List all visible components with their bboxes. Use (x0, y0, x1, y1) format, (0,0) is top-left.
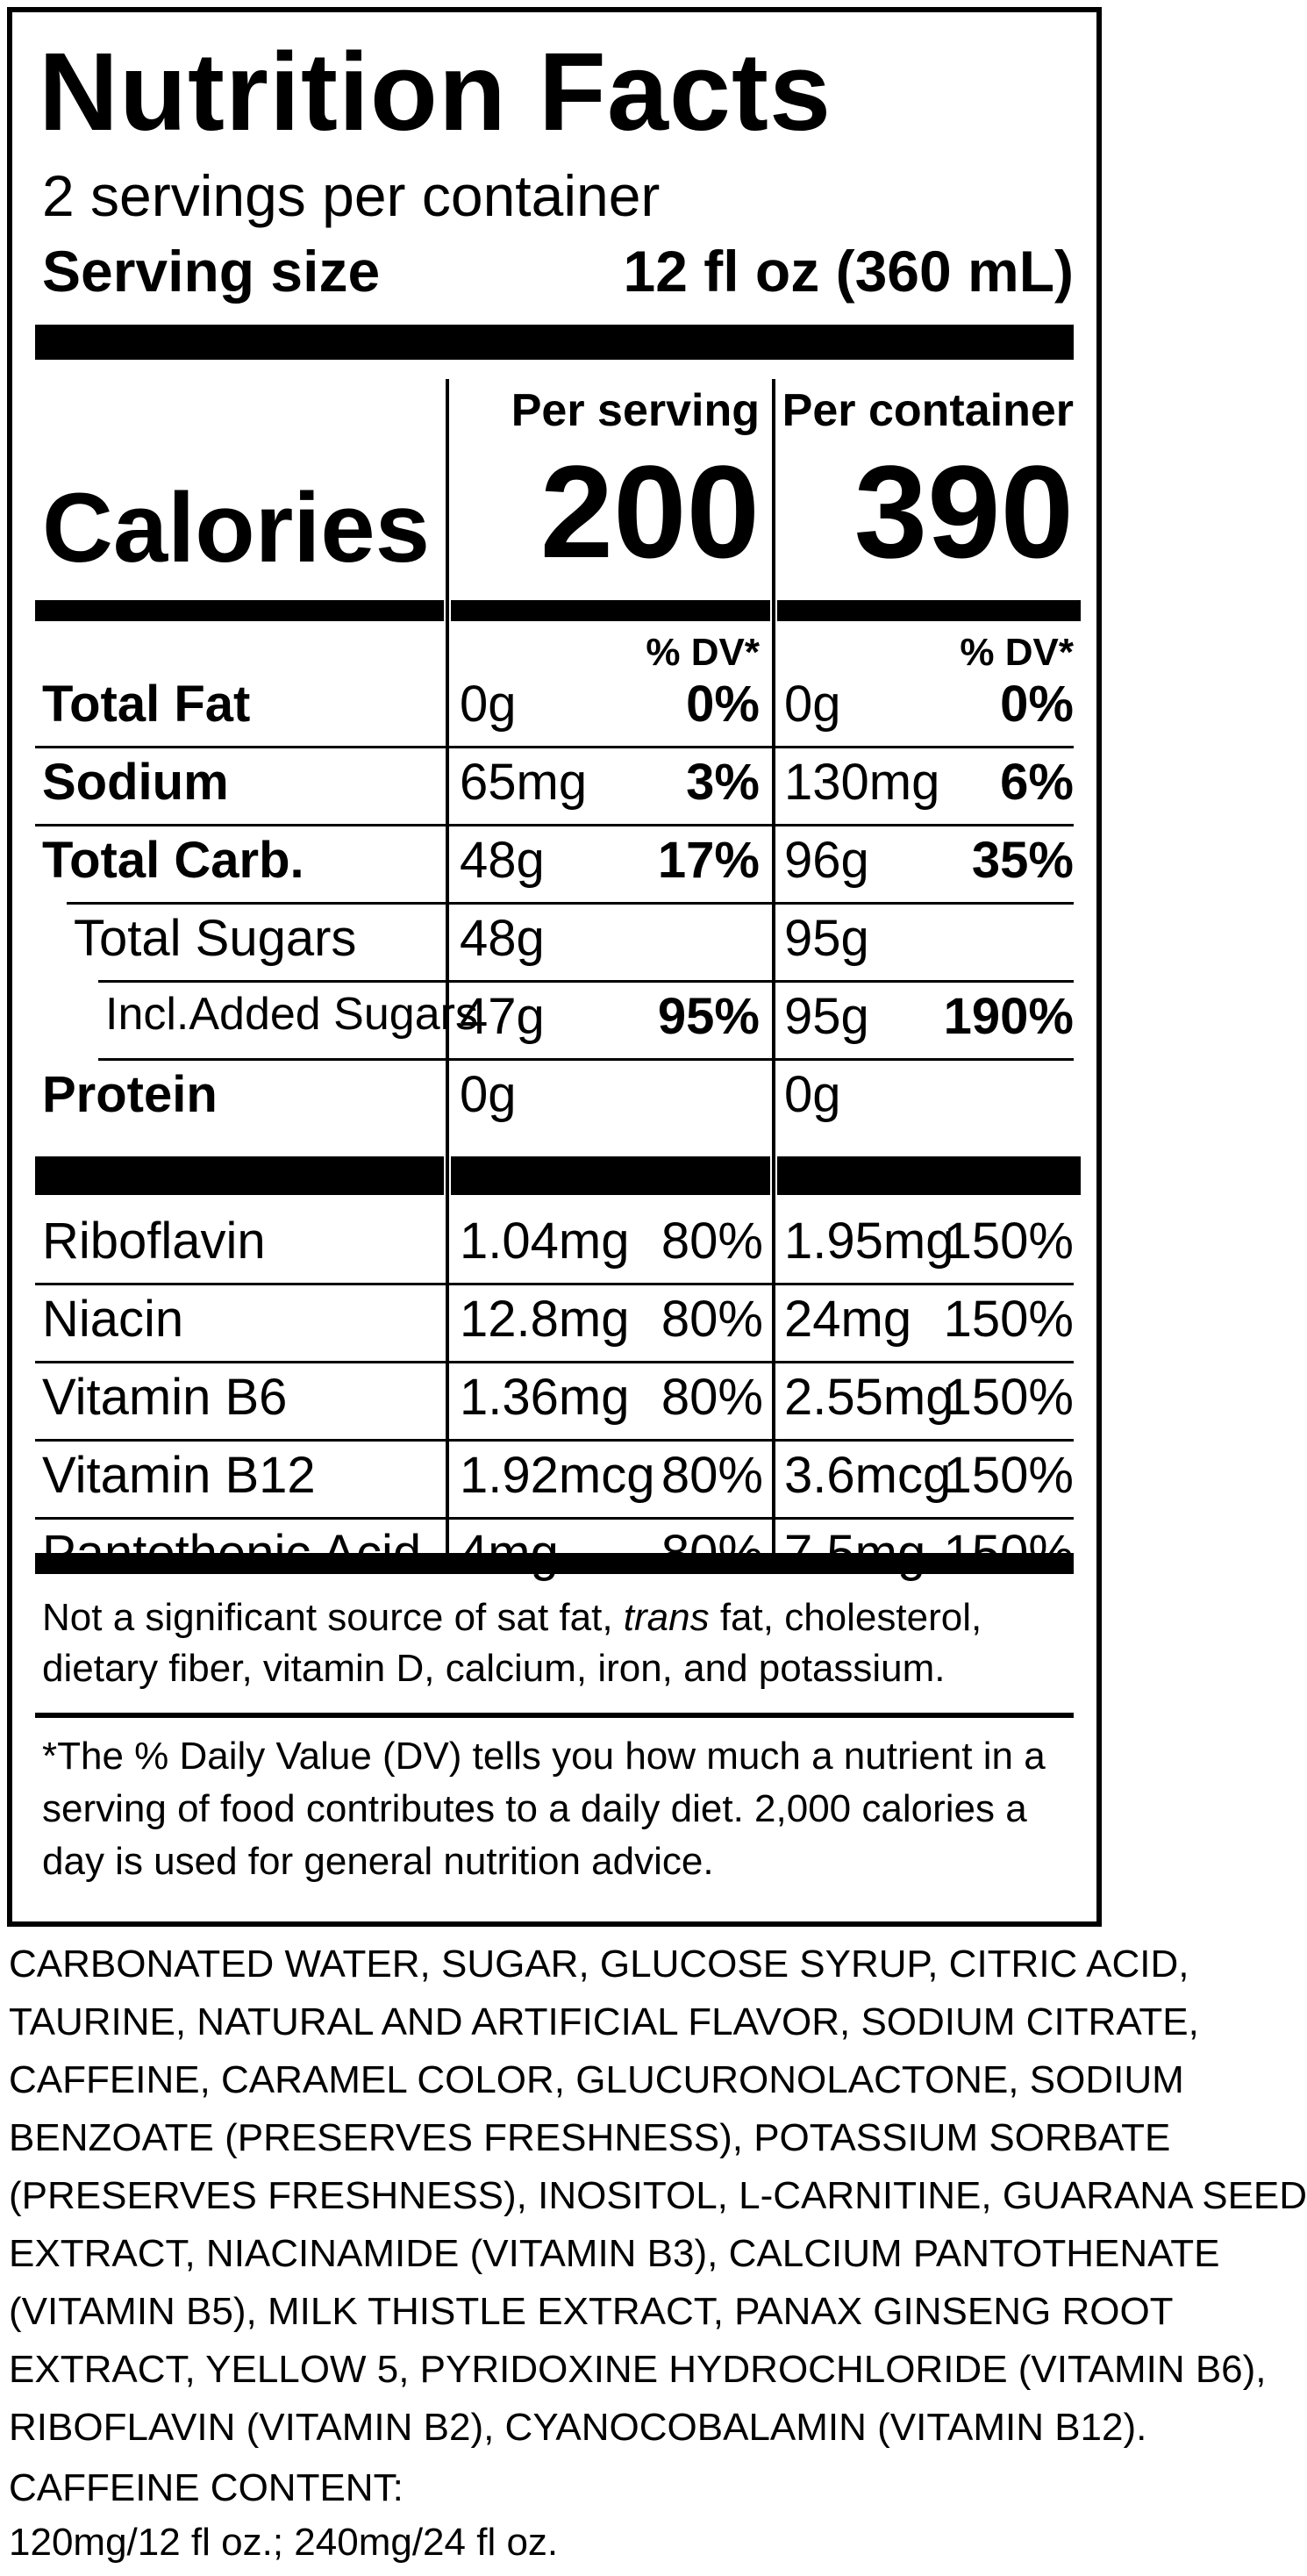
vitamin-serving-amount: 1.92mcg (460, 1447, 655, 1504)
nutrient-serving-amount: 48g (460, 832, 545, 889)
dv-header-serving: % DV* (646, 631, 760, 674)
calories-divider-mid (451, 600, 770, 621)
nutrient-serving-amount: 0g (460, 1066, 517, 1123)
vitamin-label: Riboflavin (42, 1213, 266, 1270)
not-significant-statement-line2: dietary fiber, vitamin D, calcium, iron, and potassium. (42, 1647, 946, 1690)
nutrient-serving-amount: 0g (460, 676, 517, 733)
nutrition-facts-panel (7, 7, 1102, 1927)
nutrient-serving-amount: 47g (460, 988, 545, 1045)
vitamin-serving-amount: 12.8mg (460, 1291, 630, 1348)
row-divider (35, 746, 1074, 748)
row-divider (35, 1361, 1074, 1363)
vitamin-divider-mid (451, 1156, 770, 1195)
ingredients-line: (VITAMIN B5), MILK THISTLE EXTRACT, PANAX GINSENG ROOT (9, 2290, 1174, 2333)
per-serving-header: Per serving (511, 385, 760, 436)
nutrient-container-amount: 95g (784, 988, 869, 1045)
nutrient-container-amount: 130mg (784, 754, 940, 811)
vitamin-container-amount: 1.95mg (784, 1213, 954, 1270)
vitamin-container-amount: 2.55mg (784, 1369, 954, 1426)
nutrient-label: Protein (42, 1066, 218, 1123)
dv-footnote-line2: serving of food contributes to a daily diet. 2,000 calories a (42, 1787, 1027, 1830)
nutrient-label: Total Carb. (42, 832, 304, 889)
panel-title: Nutrition Facts (39, 30, 832, 154)
calories-divider-right (777, 600, 1081, 621)
row-divider (98, 980, 1074, 983)
ingredients-line: CAFFEINE, CARAMEL COLOR, GLUCURONOLACTONE, SODIUM (9, 2058, 1184, 2101)
ingredients-line: (PRESERVES FRESHNESS), INOSITOL, L-CARNITINE, GUARANA SEED (9, 2174, 1307, 2217)
nutrient-container-amount: 0g (784, 1066, 841, 1123)
vitamin-container-amount: 3.6mcg (784, 1447, 952, 1504)
dv-footnote-line1: *The % Daily Value (DV) tells you how much a nutrient in a (42, 1735, 1046, 1778)
vitamin-label: Vitamin B6 (42, 1369, 288, 1426)
nutrient-container-dv: 35% (971, 832, 1074, 889)
ingredients-line: TAURINE, NATURAL AND ARTIFICIAL FLAVOR, SODIUM CITRATE, (9, 2000, 1199, 2043)
vitamin-container-dv: 150% (943, 1291, 1074, 1348)
per-container-header: Per container (782, 385, 1074, 436)
thick-divider-bottom (35, 1553, 1074, 1574)
calories-per-serving: 200 (539, 438, 760, 585)
vitamin-serving-amount: 1.36mg (460, 1369, 630, 1426)
ingredients-line: EXTRACT, NIACINAMIDE (VITAMIN B3), CALCIUM PANTOTHENATE (9, 2232, 1220, 2275)
nutrient-serving-amount: 48g (460, 910, 545, 967)
nutrient-label: Total Fat (42, 676, 251, 733)
nutrient-container-amount: 96g (784, 832, 869, 889)
vitamin-label: Niacin (42, 1291, 184, 1348)
vitamin-container-amount: 24mg (784, 1291, 912, 1348)
nutrient-container-dv: 6% (1000, 754, 1074, 811)
thick-divider-top (35, 325, 1074, 360)
ingredients-line: BENZOATE (PRESERVES FRESHNESS), POTASSIUM SORBATE (9, 2116, 1171, 2159)
vitamin-container-dv: 150% (943, 1369, 1074, 1426)
nutrient-serving-dv: 95% (657, 988, 760, 1045)
serving-size-value: 12 fl oz (360 mL) (623, 239, 1074, 304)
nutrient-serving-dv: 0% (686, 676, 760, 733)
ingredients-line: CARBONATED WATER, SUGAR, GLUCOSE SYRUP, CITRIC ACID, (9, 1943, 1189, 1986)
not-significant-statement: Not a significant source of sat fat, trans fat, cholesterol, (42, 1596, 982, 1639)
serving-size-label: Serving size (42, 239, 381, 304)
calories-label: Calories (42, 473, 430, 583)
row-divider (35, 1283, 1074, 1285)
row-divider (35, 824, 1074, 826)
vitamin-serving-dv: 80% (661, 1369, 763, 1426)
calories-divider-left (35, 600, 444, 621)
nutrient-container-dv: 190% (943, 988, 1074, 1045)
row-divider (98, 1058, 1074, 1061)
nutrient-container-amount: 95g (784, 910, 869, 967)
ingredients-line: RIBOFLAVIN (VITAMIN B2), CYANOCOBALAMIN (VITAMIN B12). (9, 2406, 1147, 2449)
vitamin-divider-left (35, 1156, 444, 1195)
nutrient-container-amount: 0g (784, 676, 841, 733)
ingredients-line: EXTRACT, YELLOW 5, PYRIDOXINE HYDROCHLORIDE (VITAMIN B6), (9, 2348, 1267, 2391)
vitamin-container-dv: 150% (943, 1213, 1074, 1270)
vitamin-container-dv: 150% (943, 1447, 1074, 1504)
footnote-divider (35, 1713, 1074, 1718)
vitamin-serving-amount: 1.04mg (460, 1213, 630, 1270)
caffeine-value: 120mg/12 fl oz.; 240mg/24 fl oz. (9, 2521, 559, 2564)
nutrient-serving-dv: 3% (686, 754, 760, 811)
nutrient-serving-amount: 65mg (460, 754, 588, 811)
ingredients-list (9, 1936, 1307, 2457)
vitamin-divider-right (777, 1156, 1081, 1195)
column-divider-right (772, 379, 775, 1553)
dv-header-container: % DV* (960, 631, 1074, 674)
servings-per-container: 2 servings per container (42, 163, 661, 228)
dv-footnote-line3: day is used for general nutrition advice. (42, 1840, 714, 1883)
nutrient-label: Sodium (42, 754, 229, 811)
row-divider (67, 902, 1074, 905)
column-divider-left (446, 379, 449, 1553)
caffeine-heading: CAFFEINE CONTENT: (9, 2466, 404, 2509)
calories-per-container: 390 (853, 438, 1074, 585)
vitamin-serving-dv: 80% (661, 1213, 763, 1270)
nutrient-label: Total Sugars (74, 910, 357, 967)
row-divider (35, 1517, 1074, 1520)
nutrient-serving-dv: 17% (657, 832, 760, 889)
vitamin-label: Vitamin B12 (42, 1447, 316, 1504)
nutrient-label: Incl.Added Sugars (105, 989, 478, 1040)
vitamin-serving-dv: 80% (661, 1291, 763, 1348)
row-divider (35, 1439, 1074, 1442)
vitamin-serving-dv: 80% (661, 1447, 763, 1504)
nutrient-container-dv: 0% (1000, 676, 1074, 733)
